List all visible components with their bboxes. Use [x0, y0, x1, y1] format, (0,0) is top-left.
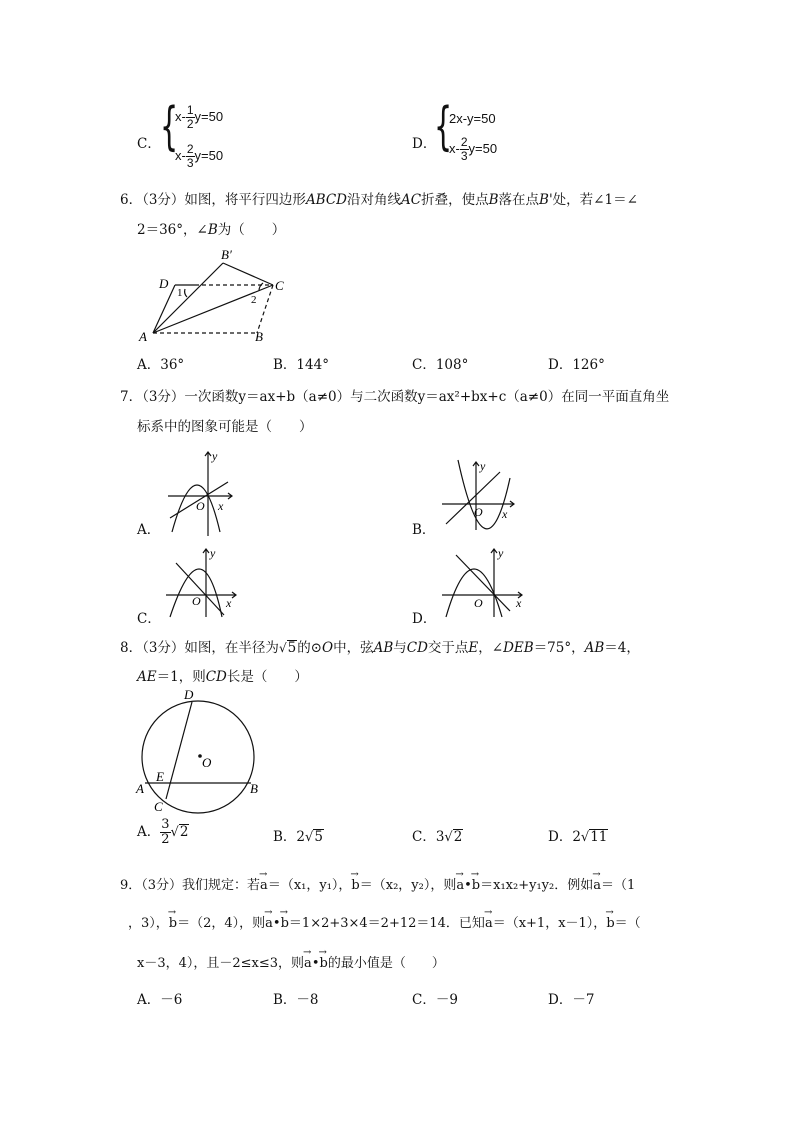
svg-text:O: O	[474, 505, 483, 519]
q9-option-c: C．－9	[412, 992, 458, 1008]
svg-text:x: x	[516, 596, 522, 610]
q6-option-c: C．108°	[412, 357, 469, 373]
q5-option-c-eq1: x- $\frac{1}{2}$ y=50	[175, 103, 224, 131]
q6-stem-line1: 6．（3分）如图，将平行四边形ABCD沿对角线AC折叠，使点B落在点B'处，若∠1＝∠	[120, 192, 638, 208]
q6-label-b: B	[255, 329, 263, 344]
svg-text:x: x	[226, 596, 232, 610]
q8-option-d: D．2√11	[548, 829, 608, 845]
q9-stem-line2: ，3），→ b＝（2，4），则→ a•→ b＝1×2+3×4＝2+12＝14．已知→ a＝（x+1，x－1），→ b＝（	[128, 912, 641, 931]
q7-option-b-label: B．	[412, 522, 436, 538]
q9-option-b: B．－8	[273, 992, 319, 1008]
q5-option-c-label: C．	[137, 136, 161, 152]
q6-label-1: 1	[177, 287, 183, 299]
q8-label-o: O	[202, 755, 212, 770]
q8-label-e: E	[156, 769, 164, 784]
q6-option-b: B．144°	[273, 357, 329, 373]
q8-option-b: B．2√5	[273, 829, 323, 845]
q5-option-c-brace: {	[160, 97, 179, 157]
svg-text:y: y	[498, 546, 504, 560]
svg-text:x: x	[218, 499, 224, 513]
q5-option-d-eq2: x- $\frac{2}{3}$ y=50	[449, 135, 498, 163]
q9-option-a: A．－6	[137, 992, 183, 1008]
q8-stem-line1: 8．（3分）如图，在半径为√5的⊙O中，弦AB与CD交于点E，∠DEB＝75°，AB＝4，	[120, 640, 640, 656]
q8-label-d: D	[184, 687, 194, 702]
q8-option-a: A． $\frac{3}{2}$ √2	[137, 817, 189, 847]
q7-stem-line1: 7．（3分）一次函数y＝ax+b（a≠0）与二次函数y＝ax²+bx+c（a≠0）在同一平面直角坐	[120, 389, 670, 405]
svg-text:O: O	[192, 594, 201, 608]
svg-text:y: y	[210, 546, 216, 560]
q7-option-d-label: D．	[412, 611, 437, 627]
q8-circle-figure	[132, 685, 272, 820]
q6-label-bprime: B′	[221, 247, 232, 262]
q5-option-d-brace: {	[434, 97, 453, 157]
q8-stem-line2: AE＝1，则CD长是（ ）	[137, 669, 308, 685]
q6-option-a: A．36°	[137, 357, 185, 373]
svg-text:O: O	[474, 596, 483, 610]
q6-label-c: C	[275, 278, 284, 293]
svg-text:y: y	[480, 459, 486, 473]
q6-stem-line2: 2＝36°，∠B为（ ）	[137, 222, 286, 238]
q9-stem-line3: x－3，4），且－2≤x≤3，则→ a•→ b的最小值是（ ）	[137, 952, 445, 971]
q5-option-c-eq2: x- $\frac{2}{3}$ y=50	[175, 142, 224, 170]
q7-graph-a	[160, 448, 240, 538]
q7-graph-d	[438, 545, 528, 620]
q8-label-b: B	[250, 781, 258, 796]
q9-option-d: D．－7	[548, 992, 595, 1008]
q6-label-d: D	[159, 276, 169, 291]
svg-text:y: y	[212, 449, 218, 463]
q7-stem-line2: 标系中的图象可能是（ ）	[137, 419, 313, 435]
svg-text:O: O	[196, 499, 205, 513]
q5-option-d-label: D．	[412, 136, 437, 152]
svg-text:x: x	[502, 507, 508, 521]
q8-label-c: C	[154, 799, 163, 814]
q7-option-c-label: C．	[137, 611, 161, 627]
q7-graph-b	[436, 458, 521, 533]
q8-option-c: C．3√2	[412, 829, 463, 845]
q6-label-a: A	[139, 329, 147, 344]
q6-parallelogram-figure	[135, 245, 295, 345]
q6-label-2: 2	[251, 294, 257, 306]
q7-option-a-label: A．	[137, 522, 161, 538]
q5-option-d-eq1: 2x-y=50	[449, 111, 496, 126]
q6-option-d: D．126°	[548, 357, 605, 373]
q8-label-a: A	[136, 781, 144, 796]
q7-graph-c	[160, 545, 245, 620]
q9-stem-line1: 9．（3分）我们规定：若→ a＝（x₁，y₁），→ b＝（x₂，y₂），则→ a•→ b＝x₁x₂+y₁y₂．例如→ a＝（1	[120, 874, 635, 893]
